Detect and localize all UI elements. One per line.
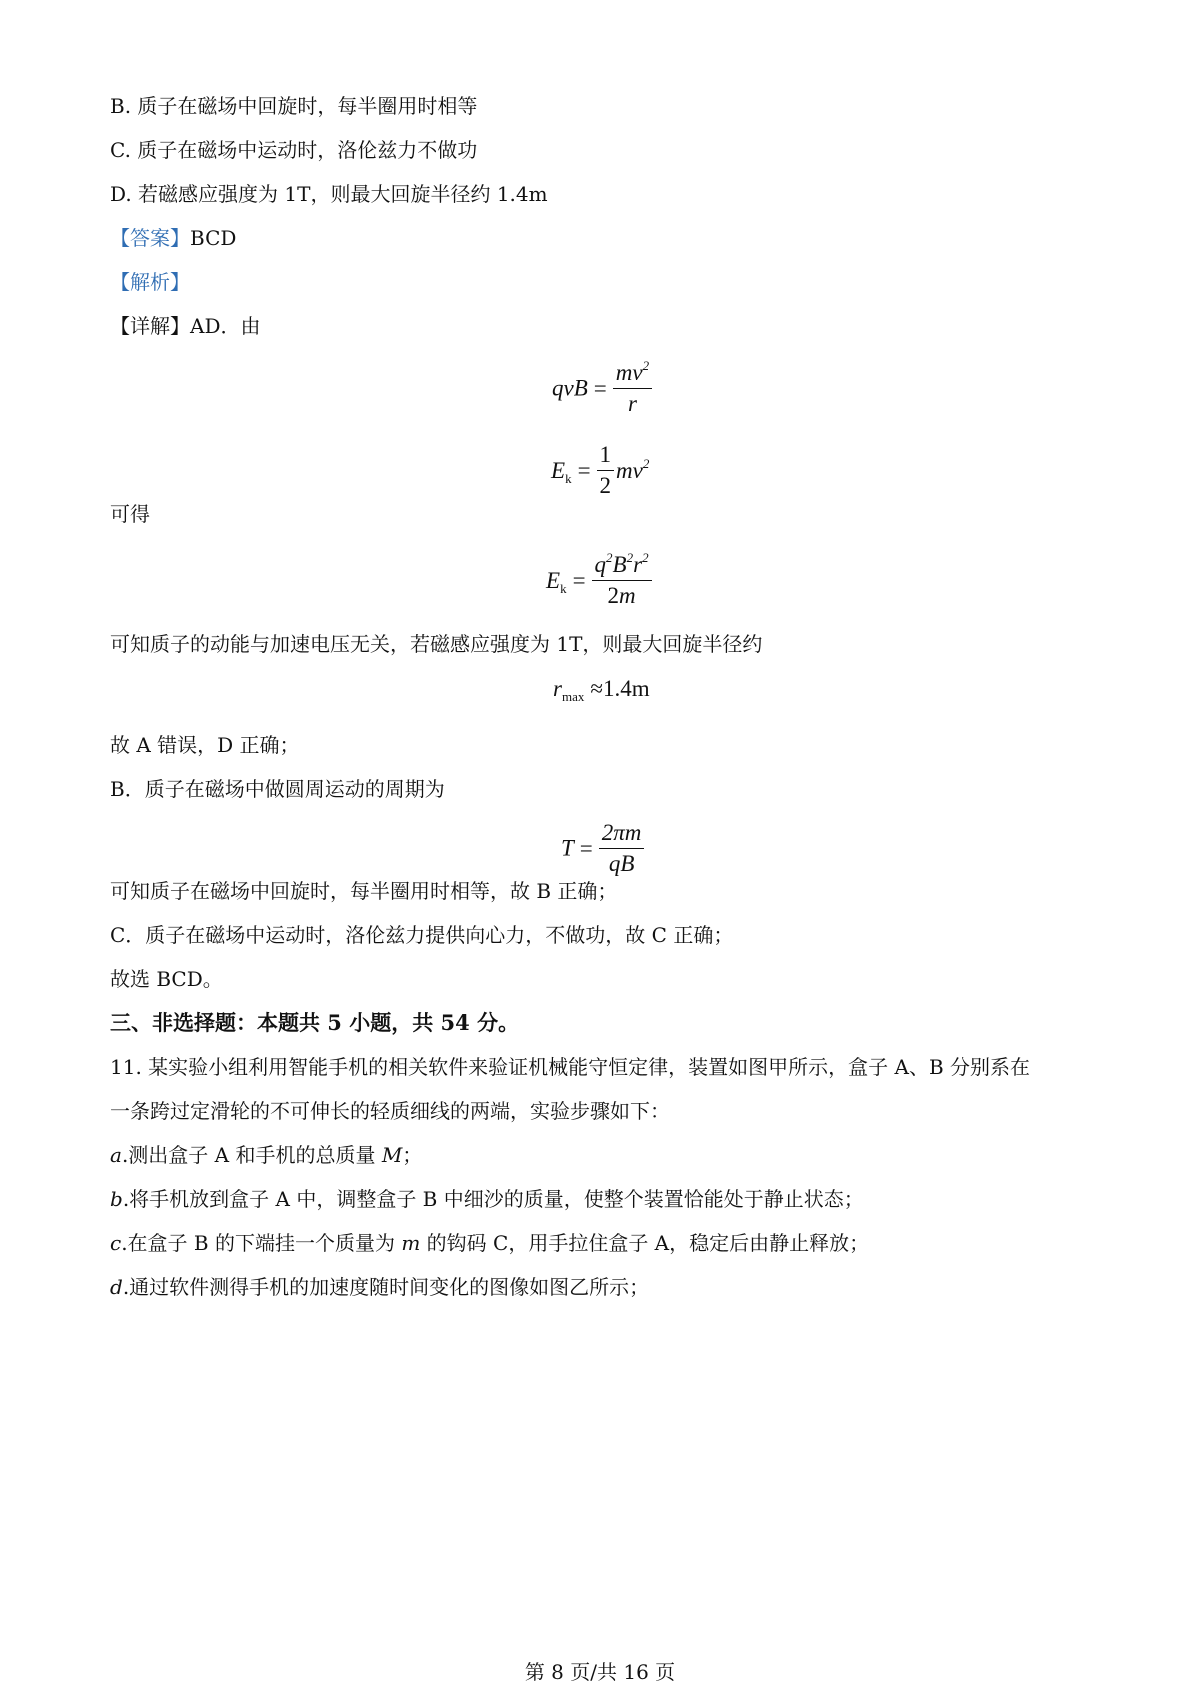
eq2-num: 1 [597, 440, 615, 471]
step-c-end: 的钩码 C，用手拉住盒子 A，稳定后由静止释放； [420, 1231, 870, 1255]
know-text-1: 可知质子的动能与加速电压无关，若磁感应强度为 1T，则最大回旋半径约 [110, 632, 763, 656]
equation-lorentz [552, 358, 652, 419]
c-text: C．质子在磁场中运动时，洛伦兹力提供向心力，不做功，故 C 正确； [110, 923, 734, 947]
eq3-b-sup: 2 [626, 550, 634, 565]
eq2-fraction [597, 440, 615, 501]
eq3-den-var: m [618, 583, 636, 608]
step-c-label: c [110, 1231, 122, 1255]
q11-line-2: 一条跨过定滑轮的不可伸长的轻质细线的两端，实验步骤如下： [110, 1099, 670, 1123]
equation-kinetic-energy [551, 440, 649, 501]
step-b-text: .将手机放到盒子 A 中，调整盒子 B 中细沙的质量，使整个装置恰能处于静止状态； [122, 1187, 864, 1211]
detail-text: AD．由 [190, 314, 261, 338]
page-footer: 第 8 页/共 16 页 [524, 1660, 676, 1684]
eq3-r: r [633, 552, 643, 577]
ke-de-text: 可得 [110, 502, 150, 526]
eq2-rhs: mv [616, 457, 643, 483]
b-period-text: B．质子在磁场中做圆周运动的周期为 [110, 777, 445, 801]
eq1-equals: = [593, 375, 607, 401]
step-d-text: .通过软件测得手机的加速度随时间变化的图像如图乙所示； [122, 1275, 650, 1299]
eq2-sub: k [565, 470, 572, 486]
eq3-q-sup: 2 [606, 550, 613, 565]
q11-line-1: 11. 某实验小组利用智能手机的相关软件来验证机械能守恒定律，装置如图甲所示，盒子 A、B 分别系在 [110, 1055, 1031, 1079]
analysis-tag: 【解析】 [110, 270, 190, 294]
step-b-label: b [110, 1187, 123, 1211]
eq3-den-num: 2 [607, 583, 619, 608]
eq1-fraction [613, 358, 652, 419]
eq4-sub: max [561, 689, 585, 704]
eq3-fraction [592, 550, 652, 611]
eq1-num: mv [615, 360, 643, 385]
equation-max-radius [553, 676, 650, 702]
eq3-lhs: E [546, 567, 561, 593]
eq5-fraction [599, 818, 645, 879]
step-c-var: m [401, 1231, 421, 1255]
step-c-text: .在盒子 B 的下端挂一个质量为 [121, 1231, 402, 1255]
step-a-end: ； [402, 1143, 423, 1167]
eq5-num: 2πm [599, 818, 645, 849]
eq3-equals: = [572, 567, 586, 593]
answer-tag: 【答案】 [110, 226, 190, 250]
know-text-2: 可知质子在磁场中回旋时，每半圈用时相等，故 B 正确； [110, 879, 618, 903]
eq3-q: q [594, 552, 607, 577]
step-a [110, 1141, 422, 1169]
answer-line [110, 224, 236, 252]
eq1-den: r [627, 391, 637, 416]
step-d [110, 1273, 649, 1301]
eq3-r-sup: 2 [642, 550, 649, 565]
eq5-den: qB [608, 851, 635, 876]
option-b: B. 质子在磁场中回旋时，每半圈用时相等 [110, 94, 478, 118]
section-heading: 三、非选择题：本题共 5 小题，共 54 分。 [110, 1010, 520, 1035]
eq4-rhs: ≈1.4m [590, 676, 650, 701]
step-a-text: .测出盒子 A 和手机的总质量 [121, 1143, 382, 1167]
answer-value: BCD [190, 226, 237, 250]
eq1-sup: 2 [642, 358, 650, 373]
eq4-r: r [553, 676, 562, 701]
step-b [110, 1185, 864, 1213]
equation-kinetic-energy-result [546, 550, 652, 611]
detail-tag: 【详解】 [110, 314, 190, 338]
eq2-den: 2 [599, 473, 612, 498]
step-c [110, 1229, 869, 1257]
eq2-equals: = [577, 457, 591, 483]
choose-text: 故选 BCD。 [110, 967, 223, 991]
step-a-label: a [110, 1143, 122, 1167]
step-d-label: d [110, 1275, 123, 1299]
option-c: C. 质子在磁场中运动时，洛伦兹力不做功 [110, 138, 478, 162]
detail-line [110, 312, 260, 340]
eq1-lhs: qvB [552, 375, 588, 401]
eq5-equals: = [579, 835, 593, 861]
eq2-sup: 2 [642, 455, 650, 471]
conclusion-ad: 故 A 错误，D 正确； [110, 733, 300, 757]
analysis-line [110, 268, 190, 296]
eq2-lhs: E [551, 457, 566, 483]
equation-period [561, 818, 644, 879]
eq3-b: B [612, 552, 627, 577]
eq3-sub: k [560, 580, 567, 596]
eq5-lhs: T [561, 835, 574, 861]
step-a-var: M [381, 1143, 403, 1167]
option-d: D. 若磁感应强度为 1T，则最大回旋半径约 1.4m [110, 182, 548, 206]
